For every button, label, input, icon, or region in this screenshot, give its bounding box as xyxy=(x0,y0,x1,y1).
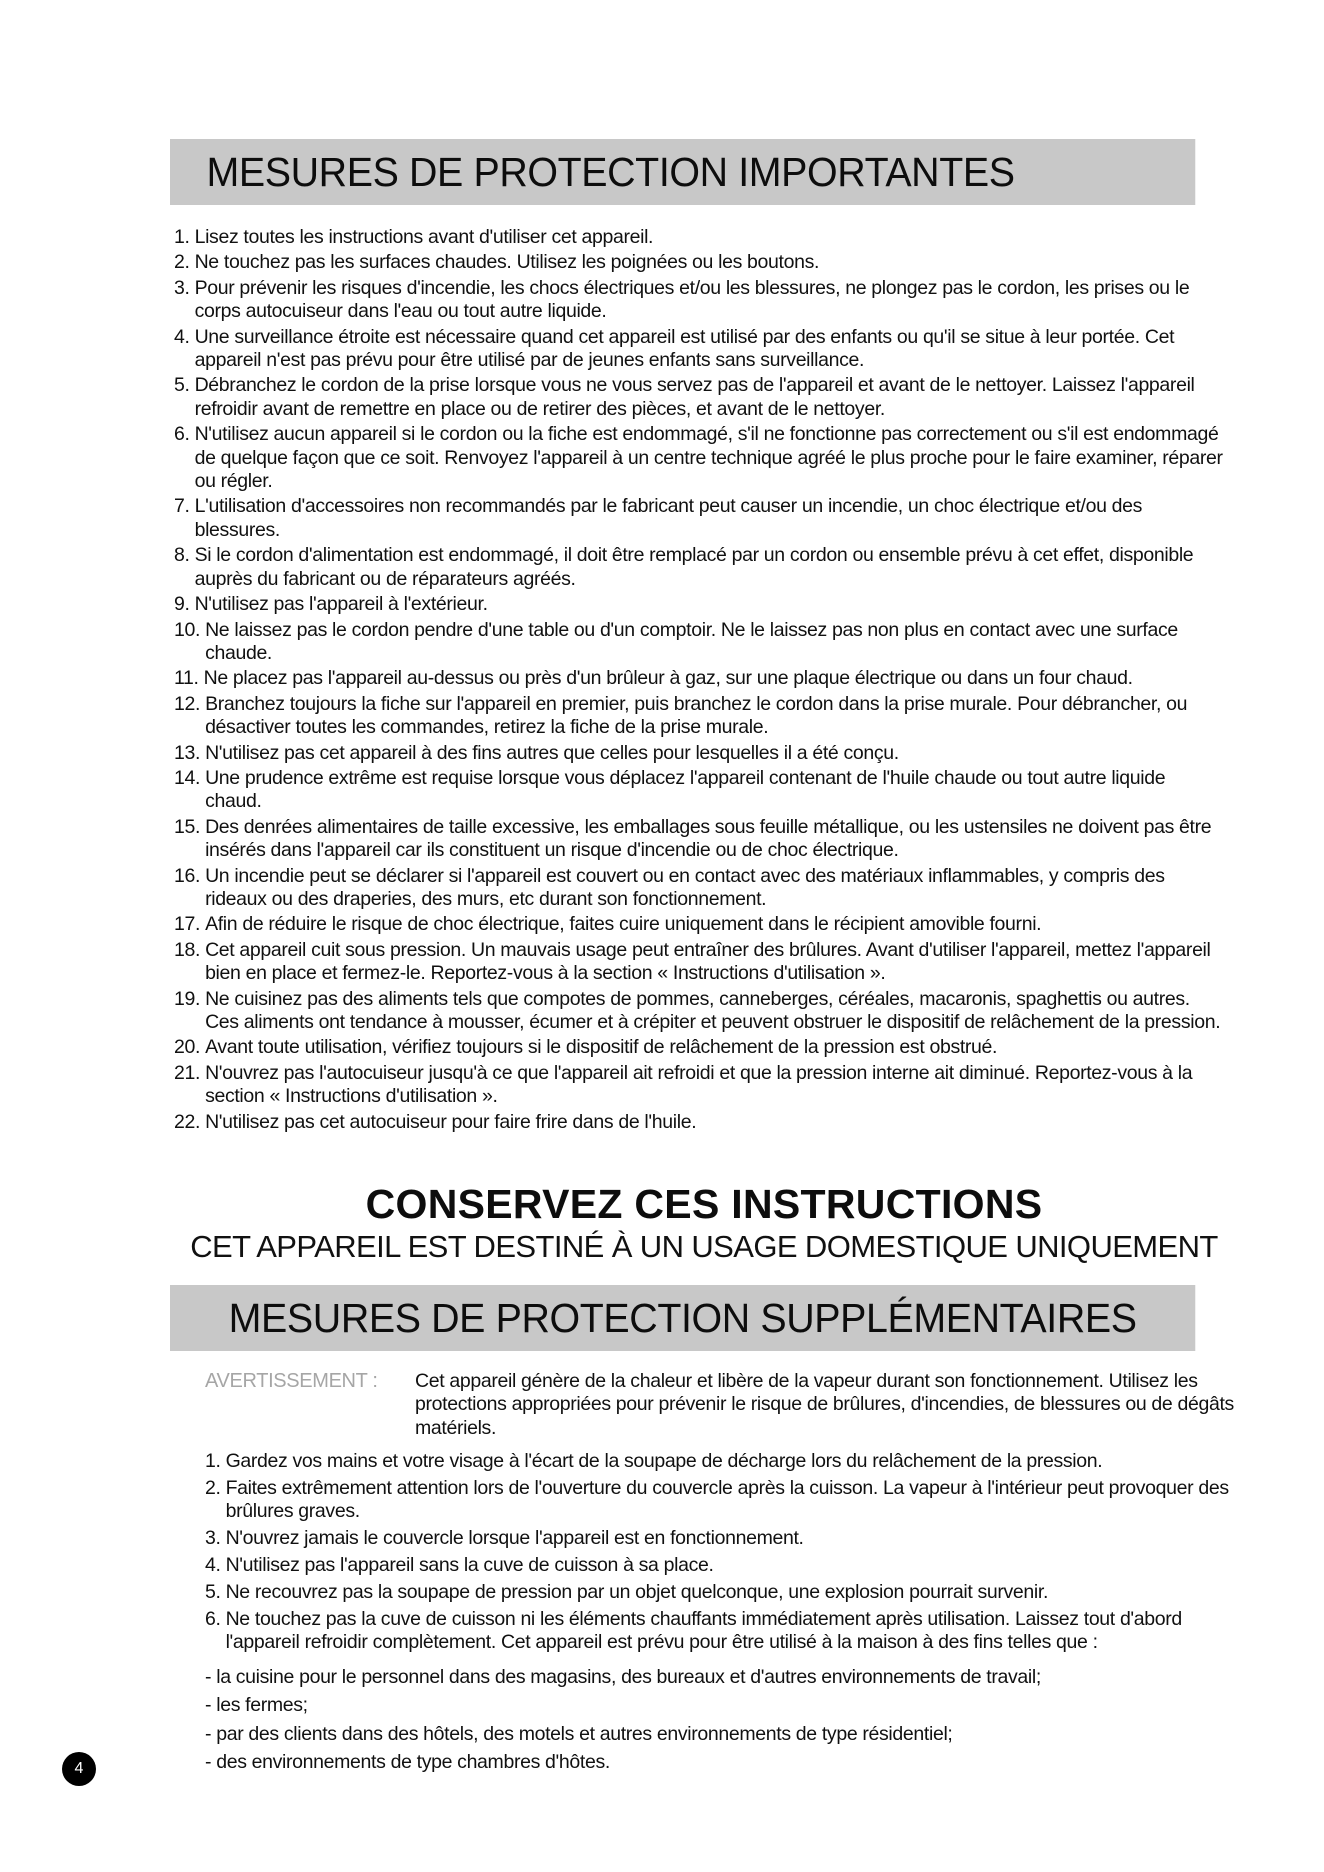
section-header-important-safeguards xyxy=(170,139,1195,205)
item-text: Ne touchez pas les surfaces chaudes. Utilisez les poignées ou les boutons. xyxy=(194,251,820,274)
item-number: 13. xyxy=(174,741,201,764)
item-number: 16. xyxy=(174,864,201,887)
section-header-additional-safeguards xyxy=(170,1285,1195,1351)
warning-text: Cet appareil génère de la chaleur et libère de la vapeur durant son fonctionnement. Utilisez les protections appropriées pour prévenir le risque de brûlures, d'incendies, de blessures ou de dégâts matériels. xyxy=(415,1370,1234,1439)
item-text: Lisez toutes les instructions avant d'utiliser cet appareil. xyxy=(194,226,654,248)
item-number: 1. xyxy=(205,1450,221,1472)
list-item xyxy=(174,374,1226,421)
list-item xyxy=(174,593,1226,616)
item-number: 5. xyxy=(174,374,190,397)
item-number: 21. xyxy=(174,1061,201,1084)
list-item xyxy=(174,667,1226,690)
item-number: 6. xyxy=(174,423,190,446)
item-number: 9. xyxy=(174,593,190,616)
list-item xyxy=(205,1581,1235,1604)
item-text: N'utilisez pas cet autocuiseur pour faire frire dans de l'huile. xyxy=(205,1110,697,1133)
item-number: 14. xyxy=(174,766,201,789)
item-text: Afin de réduire le risque de choc électrique, faites cuire uniquement dans le récipient amovible fourni. xyxy=(205,913,1042,936)
additional-safeguards-list xyxy=(205,1450,1235,1655)
list-item xyxy=(174,1062,1226,1109)
item-number: 5. xyxy=(205,1581,221,1604)
warning-block xyxy=(205,1370,1235,1440)
item-text: Gardez vos mains et votre visage à l'écart de la soupape de décharge lors du relâchement de la pression. xyxy=(225,1450,1103,1472)
list-item xyxy=(205,1608,1235,1655)
item-text: Ne touchez pas la cuve de cuisson ni les éléments chauffants immédiatement après utilisation. Laissez tout d'abord l'appareil refroidir complètement. Cet appareil est prévu pour être utilisé à la maison à des fins telles que : xyxy=(225,1607,1182,1654)
list-item xyxy=(174,495,1226,542)
item-text: Une prudence extrême est requise lorsque vous déplacez l'appareil contenant de l'huile chaude ou tout autre liquide chaud. xyxy=(205,766,1166,813)
list-item xyxy=(174,767,1226,814)
list-item xyxy=(174,251,1226,274)
conserve-instructions-heading: CONSERVEZ CES INSTRUCTIONS xyxy=(365,1181,1043,1227)
item-text: N'ouvrez pas l'autocuiseur jusqu'à ce que l'appareil ait refroidi et que la pression interne ait diminué. Reportez-vous à la section « Instructions d'utilisation ». xyxy=(205,1061,1193,1108)
item-text: Un incendie peut se déclarer si l'appareil est couvert ou en contact avec des matériaux inflammables, y compris des rideaux ou des draperies, des murs, etc durant son fonctionnement. xyxy=(205,864,1165,910)
list-item xyxy=(174,544,1226,591)
list-item xyxy=(174,865,1226,912)
item-number: 6. xyxy=(205,1607,221,1630)
list-item xyxy=(174,988,1226,1035)
bullet-item: - les fermes; xyxy=(205,1694,308,1717)
item-number: 2. xyxy=(174,251,190,274)
item-text: Des denrées alimentaires de taille excessive, les emballages sous feuille métallique, ou les ustensiles ne doivent pas être insérés dans l'appareil car ils constituent un risque d'incendie ou de choc électrique. xyxy=(205,815,1212,862)
item-number: 22. xyxy=(174,1110,201,1133)
item-text: Cet appareil cuit sous pression. Un mauvais usage peut entraîner des brûlures. Avant d'utiliser l'appareil, mettez l'appareil bien en place et fermez-le. Reportez-vous à la section « Instructions d'utilisation ». xyxy=(205,938,1211,985)
list-item xyxy=(174,277,1226,324)
item-text: Avant toute utilisation, vérifiez toujours si le dispositif de relâchement de la pression est obstrué. xyxy=(205,1036,998,1059)
list-item xyxy=(205,1554,1235,1577)
item-text: Une surveillance étroite est nécessaire quand cet appareil est utilisé par des enfants ou qu'il se situe à leur portée. Cet appareil n'est pas prévu pour être utilisé par de jeunes enfants sans surveillance. xyxy=(194,325,1175,372)
usage-bullet-list xyxy=(205,1666,1235,1780)
list-item xyxy=(174,742,1226,765)
list-item xyxy=(174,693,1226,740)
bullet-item: - la cuisine pour le personnel dans des magasins, des bureaux et d'autres environnements de travail; xyxy=(205,1666,1041,1688)
item-number: 1. xyxy=(174,226,190,248)
page-number-badge: 4 xyxy=(62,1752,96,1786)
list-item xyxy=(174,619,1226,666)
item-number: 11. xyxy=(174,667,199,690)
item-text: Ne placez pas l'appareil au-dessus ou près d'un brûleur à gaz, sur une plaque électrique ou dans un four chaud. xyxy=(203,667,1133,690)
bullet-item: - par des clients dans des hôtels, des motels et autres environnements de type résidentiel; xyxy=(205,1722,953,1745)
list-item xyxy=(174,1036,1226,1059)
list-item xyxy=(174,913,1226,936)
list-item xyxy=(174,1111,1226,1134)
item-text: Ne recouvrez pas la soupape de pression par un objet quelconque, une explosion pourrait survenir. xyxy=(225,1581,1049,1604)
item-text: N'utilisez pas l'appareil à l'extérieur. xyxy=(194,593,488,616)
item-number: 7. xyxy=(174,495,190,518)
item-number: 17. xyxy=(174,913,201,936)
item-text: N'ouvrez jamais le couvercle lorsque l'appareil est en fonctionnement. xyxy=(225,1527,804,1550)
domestic-use-notice: CET APPAREIL EST DESTINÉ À UN USAGE DOMESTIQUE UNIQUEMENT xyxy=(190,1229,1218,1264)
item-number: 4. xyxy=(205,1554,221,1577)
item-number: 2. xyxy=(205,1476,221,1499)
item-number: 19. xyxy=(174,987,201,1010)
item-text: N'utilisez pas cet appareil à des fins autres que celles pour lesquelles il a été conçu. xyxy=(205,741,899,764)
list-item xyxy=(205,1450,1235,1473)
item-text: Débranchez le cordon de la prise lorsque vous ne vous servez pas de l'appareil et avant de le nettoyer. Laissez l'appareil refroidir avant de remettre en place ou de retirer des pièces, et avant de le nettoyer. xyxy=(194,374,1195,420)
item-text: L'utilisation d'accessoires non recommandés par le fabricant peut causer un incendie, un choc électrique et/ou des blessures. xyxy=(194,495,1143,541)
item-number: 3. xyxy=(174,276,190,299)
item-text: Ne laissez pas le cordon pendre d'une table ou d'un comptoir. Ne le laissez pas non plus en contact avec une surface chaude. xyxy=(205,618,1178,664)
warning-label: AVERTISSEMENT : xyxy=(205,1370,378,1392)
item-text: Faites extrêmement attention lors de l'ouverture du couvercle après la cuisson. La vapeur à l'intérieur peut provoquer des brûlures graves. xyxy=(225,1476,1229,1523)
item-number: 12. xyxy=(174,692,201,715)
item-number: 4. xyxy=(174,325,190,348)
item-text: Si le cordon d'alimentation est endommagé, il doit être remplacé par un cordon ou ensemble prévu à cet effet, disponible auprès du fabricant ou de réparateurs agréés. xyxy=(194,544,1194,590)
item-number: 18. xyxy=(174,938,201,961)
list-item xyxy=(174,423,1226,493)
item-text: Ne cuisinez pas des aliments tels que compotes de pommes, canneberges, céréales, macaronis, spaghettis ou autres. Ces aliments ont tendance à mousser, écumer et à crépiter et peuvent obstruer le dispositif de relâchement de la pression. xyxy=(205,987,1221,1033)
item-number: 10. xyxy=(174,618,201,641)
list-item xyxy=(174,226,1226,249)
item-number: 15. xyxy=(174,815,201,838)
safeguards-list xyxy=(174,226,1226,1134)
list-item xyxy=(205,1527,1235,1550)
list-item xyxy=(174,816,1226,863)
list-item xyxy=(174,326,1226,373)
item-number: 20. xyxy=(174,1036,201,1059)
item-text: Pour prévenir les risques d'incendie, les chocs électriques et/ou les blessures, ne plongez pas le cordon, les prises ou le corps autocuiseur dans l'eau ou tout autre liquide. xyxy=(194,276,1190,323)
section-title: MESURES DE PROTECTION IMPORTANTES xyxy=(206,149,1015,195)
list-item xyxy=(174,939,1226,986)
bullet-item: - des environnements de type chambres d'hôtes. xyxy=(205,1751,610,1774)
item-number: 3. xyxy=(205,1527,221,1550)
item-text: N'utilisez aucun appareil si le cordon ou la fiche est endommagé, s'il ne fonctionne pas correctement ou s'il est endommagé de quelque façon que ce soit. Renvoyez l'appareil à un centre technique agréé le plus proche pour le faire examiner, réparer ou régler. xyxy=(194,423,1223,493)
item-text: Branchez toujours la fiche sur l'appareil en premier, puis branchez le cordon dans la prise murale. Pour débrancher, ou désactiver toutes les commandes, retirez la fiche de la prise murale. xyxy=(205,692,1188,739)
section-title: MESURES DE PROTECTION SUPPLÉMENTAIRES xyxy=(228,1295,1137,1341)
item-number: 8. xyxy=(174,544,190,567)
list-item xyxy=(205,1477,1235,1524)
item-text: N'utilisez pas l'appareil sans la cuve de cuisson à sa place. xyxy=(225,1554,714,1577)
